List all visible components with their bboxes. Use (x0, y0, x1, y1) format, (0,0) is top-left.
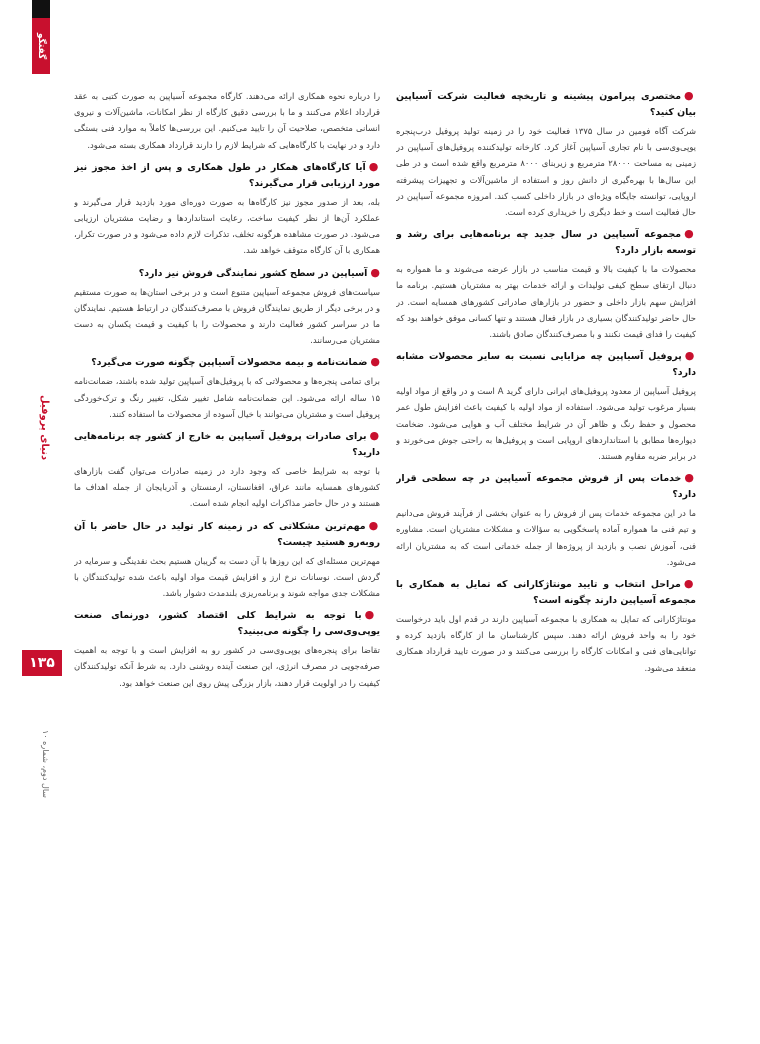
answer: سیاست‌های فروش مجموعه آسیاپین متنوع است و در برخی استان‌ها به صورت مستقیم و در برخی دیگر از طریق نمایندگان فروش با مصرف‌کنندگان در ارتباط هستیم. نمایندگان ما در سراسر کشور فعالیت دارند و محصولات را با کیفیت و قیمت یکسان به دست مشتریان می‌رسانند. (74, 286, 380, 346)
bullet-icon: ● (364, 608, 380, 622)
answer: مونتاژکارانی که تمایل به همکاری با مجموعه آسیاپین دارند در قدم اول باید درخواست خود را به واحد فروش ارائه دهند. سپس کارشناسان ما از کارگاه بازدید کرده و توانایی‌های فنی و امکانات کارگاه را بررسی می‌کنند و در صورت تایید قرارداد همکاری منعقد می‌شود. (396, 614, 696, 673)
bullet-icon: ● (684, 471, 696, 485)
qa-block (74, 428, 380, 512)
answer: با توجه به شرایط خاصی که وجود دارد در زمینه صادرات می‌توان گفت بازارهای کشورهای همسایه مانند عراق، افغانستان، ارمنستان و آذربایجان از جمله اهداف ما هستند و در حال حاضر مذاکرات اولیه انجام شده است. (74, 466, 380, 509)
magazine-name: دنیای پروفیل (39, 395, 50, 461)
qa-block (74, 159, 380, 259)
bullet-icon: ● (370, 265, 380, 279)
question: مجموعه آسیاپین در سال جدید چه برنامه‌هایی برای رشد و توسعه بازار دارد؟ (396, 229, 696, 257)
qa-block (74, 88, 380, 153)
answer: شرکت آگاه فومین در سال ۱۳۷۵ فعالیت خود را در زمینه تولید پروفیل درب‌پنجره یو‌پی‌وی‌سی با نام تجاری آسیاپین آغاز کرد. کارخانه تولیدکننده پروفیل‌های آسیاپین در زمینی به مساحت ۲۸۰۰۰ مترمربع و زیربنای ۸۰۰۰ مترمربع واقع شده است و در طی این سال‌ها با بهره‌گیری از دانش روز و استفاده از ماشین‌آلات و تجهیزات پیشرفته اروپایی، توانسته جایگاه ویژه‌ای در بازار داخلی کسب کند. امروزه مجموعه آسیاپین در حال فعالیت است و خط دیگری را خریداری کرده است. (396, 126, 696, 218)
answer: پروفیل آسیاپین از معدود پروفیل‌های ایرانی دارای گرید A است و در واقع از مواد اولیه بسیار مرغوب تولید می‌شود. استفاده از مواد اولیه با کیفیت باعث افزایش طول عمر محصول و حفظ رنگ و ظاهر آن در شرایط مختلف آب و هوایی می‌شود. ضخامت دیواره‌ها مطابق با استانداردهای اروپایی است و پروفیل‌ها به راحتی جوش می‌خورند و در برابر ضربه مقاوم هستند. (396, 386, 696, 462)
page-sidebar (0, 0, 50, 1044)
magazine-issue: سال دوم، شماره ۱۰ (41, 730, 50, 798)
qa-block (396, 576, 696, 676)
qa-block (74, 518, 380, 602)
question: ضمانت‌نامه و بیمه محصولات آسیاپین چگونه صورت می‌گیرد؟ (91, 357, 368, 369)
qa-block (74, 354, 380, 422)
qa-block (396, 226, 696, 342)
answer: محصولات ما با کیفیت بالا و قیمت مناسب در بازار عرضه می‌شوند و ما همواره به دنبال ارتقای سطح کیفی تولیدات و ارائه خدمات بهتر به مشتریان هستیم. برنامه ما افزایش سهم بازار داخلی و حضور در بازارهای صادراتی کشورهای همسایه است. در حال حاضر تولیدکنندگان بسیاری در بازار فعال هستند و تنها کسانی موفق خواهند بود که کیفیت را فدای قیمت نکنند و با مصرف‌کنندگان صادق باشند. (396, 264, 696, 340)
answer: را درباره نحوه همکاری ارائه می‌دهند. کارگاه مجموعه آسیاپین به صورت کتبی به عقد قرارداد اعلام می‌کنند و ما با بررسی دقیق کارگاه از نظر امکانات، ماشین‌آلات و نیروی انسانی متخصص، صلاحیت آن را تایید می‌کنیم. این بررسی‌ها کاملاً به موارد فنی بستگی دارد و در نهایت با کارگاه‌هایی که شرایط لازم را دارند قرارداد همکاری بسته می‌شود. (74, 91, 380, 150)
bullet-icon: ● (684, 89, 696, 102)
bullet-icon: ● (368, 518, 380, 532)
page-number: ۱۳۵ (29, 655, 55, 671)
question: آیا کارگاه‌های همکار در طول همکاری و پس از اخذ مجوز نیز مورد ارزیابی قرار می‌گیرند؟ (74, 161, 380, 189)
bullet-icon: ● (368, 159, 380, 173)
answer: ما در این مجموعه خدمات پس از فروش را به عنوان بخشی از فرآیند فروش می‌دانیم و تیم فنی ما همواره آماده پاسخگویی به سؤالات و مشکلات مشتریان است. مشاوره فنی، آموزش نصب و بازدید از پروژه‌ها از جمله خدماتی است که به مشتریان ارائه می‌شود. (396, 508, 696, 567)
qa-block (74, 607, 380, 691)
question: مختصری پیرامون پیشینه و تاریخچه فعالیت شرکت آسیاپین بیان کنید؟ (396, 91, 696, 118)
question: آسیاپین در سطح کشور نمایندگی فروش نیز دارد؟ (138, 267, 368, 279)
sidebar-black-tab (32, 0, 50, 18)
section-label: گفتگو (36, 32, 46, 60)
bullet-icon: ● (684, 349, 696, 363)
qa-block (396, 470, 696, 570)
qa-block (396, 88, 696, 220)
bullet-icon: ● (684, 227, 696, 241)
right-column (396, 88, 696, 988)
question: مهم‌ترین مشکلاتی که در زمینه کار تولید در حال حاضر با آن روبه‌رو هستید چیست؟ (74, 520, 380, 548)
question: با توجه به شرایط کلی اقتصاد کشور، دورنمای صنعت یو‌پی‌وی‌سی را چگونه می‌بینید؟ (74, 610, 380, 638)
left-column (74, 88, 380, 988)
qa-block (396, 348, 696, 464)
question: پروفیل آسیاپین چه مزایایی نسبت به سایر محصولات مشابه دارد؟ (396, 351, 696, 379)
answer: برای تمامی پنجره‌ها و محصولاتی که با پروفیل‌های آسیاپین تولید شده باشند، ضمانت‌نامه ۱۵ ساله ارائه می‌شود. این ضمانت‌نامه شامل تغییر شکل، تغییر رنگ و ترک‌خوردگی پروفیل است و مشتریان می‌توانند با خیال آسوده از محصولات ما استفاده کنند. (74, 376, 380, 419)
bullet-icon: ● (370, 355, 380, 369)
answer: مهم‌ترین مسئله‌ای که این روزها با آن دست به گریبان هستیم بحث نقدینگی و سرمایه در گردش است. نوسانات نرخ ارز و افزایش قیمت مواد اولیه باعث شده تولیدکنندگان با مشکلات جدی مواجه شوند و برنامه‌ریزی بلندمدت دشوار باشد. (74, 555, 380, 599)
answer: بله، بعد از صدور مجوز نیز کارگاه‌ها به صورت دوره‌ای مورد بازدید قرار می‌گیرند و عملکرد آن‌ها از نظر کیفیت ساخت، رعایت استانداردها و رضایت مشتریان ارزیابی می‌شود. در صورت مشاهده هرگونه تخلف، تذکرات لازم داده می‌شود و در صورت تکرار، همکاری با آن کارگاه متوقف خواهد شد. (74, 196, 380, 256)
question: برای صادرات پروفیل آسیاپین به خارج از کشور چه برنامه‌هایی دارید؟ (74, 431, 380, 459)
bullet-icon: ● (369, 429, 380, 443)
qa-block (74, 265, 380, 349)
question: مراحل انتخاب و تایید مونتاژکارانی که تمایل به همکاری با مجموعه آسیاپین دارند چگونه است؟ (396, 579, 696, 607)
answer: تقاضا برای پنجره‌های یو‌پی‌وی‌سی در کشور رو به افزایش است و با توجه به اهمیت صرفه‌جویی در مصرف انرژی، این صنعت آینده روشنی دارد. به شرط آنکه تولیدکنندگان کیفیت را در اولویت قرار دهند، بازار بزرگی پیش روی این صنعت خواهد بود. (74, 645, 380, 688)
question: خدمات پس از فروش مجموعه آسیاپین در چه سطحی قرار دارد؟ (396, 473, 696, 501)
bullet-icon: ● (683, 577, 696, 591)
